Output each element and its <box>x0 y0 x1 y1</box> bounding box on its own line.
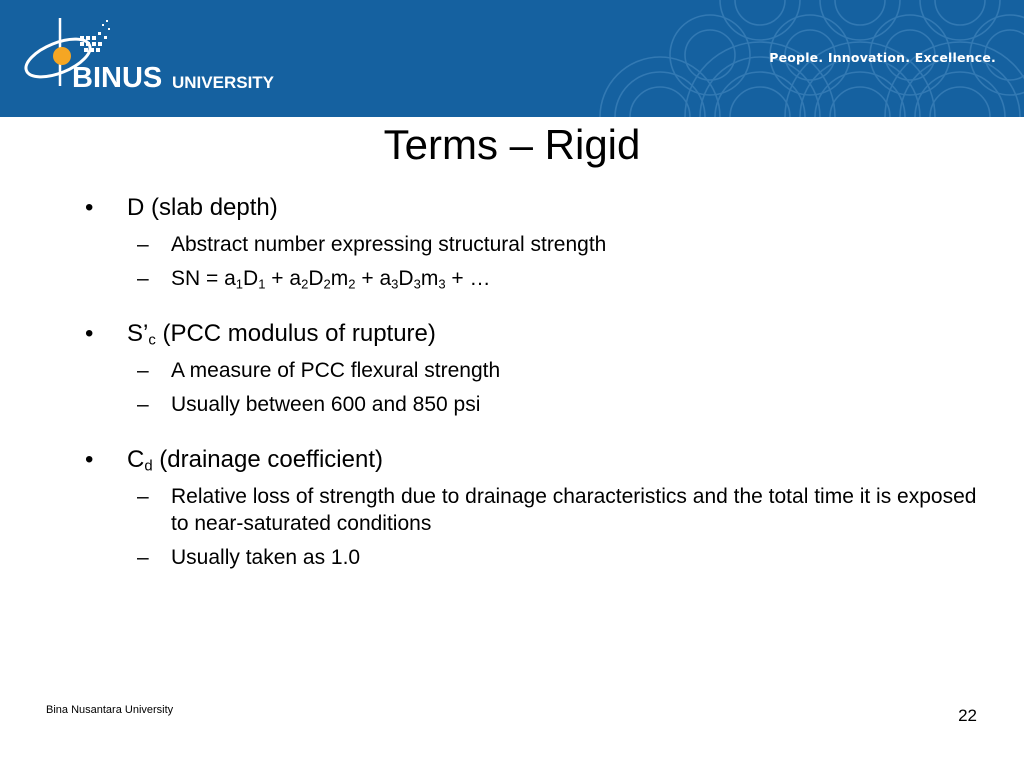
bullet-label: D (slab depth) <box>127 194 278 221</box>
bullet-marker: • <box>85 446 94 473</box>
sub-bullet <box>85 483 985 537</box>
dash-marker: – <box>137 393 149 416</box>
sub-bullet <box>85 544 985 571</box>
slide-body <box>85 192 985 571</box>
bullet-modulus-of-rupture <box>85 318 985 350</box>
dash-marker: – <box>137 485 149 508</box>
bullet-slab-depth <box>85 192 985 224</box>
bullet-marker: • <box>85 320 94 347</box>
footer-institution: Bina Nusantara University <box>46 704 174 716</box>
sub-bullet-text: Usually taken as 1.0 <box>171 546 361 569</box>
sub-bullet-text: Usually between 600 and 850 psi <box>171 393 481 416</box>
logo-wordmark: BINUS <box>72 62 163 94</box>
logo-university-text: UNIVERSITY <box>172 73 275 92</box>
structural-number-formula: SN = $a_1D_1 + a_2D_2m_2 + a_3D_3m_3$ + … <box>171 267 491 292</box>
sub-bullet-text: Relative loss of strength due to drainage characteristics and the total time it is exposed to near-saturated conditions <box>171 485 977 535</box>
dash-marker: – <box>137 233 149 256</box>
slide-title: Terms – Rigid <box>383 121 641 168</box>
sub-bullet-formula <box>85 265 985 292</box>
bullet-label: $C_d$ (drainage coefficient) <box>127 446 383 475</box>
dash-marker: – <box>137 267 149 290</box>
tagline: People. Innovation. Excellence. <box>769 50 996 65</box>
sub-bullet <box>85 357 985 384</box>
sub-bullet-text: Abstract number expressing structural strength <box>171 233 607 256</box>
binus-logo <box>18 14 308 104</box>
sub-bullet-text: A measure of PCC flexural strength <box>171 359 501 382</box>
bullet-marker: • <box>85 194 94 221</box>
sub-bullet <box>85 391 985 418</box>
dash-marker: – <box>137 359 149 382</box>
bullet-label: $S’_c$ (PCC modulus of rupture) <box>127 320 436 349</box>
dash-marker: – <box>137 546 149 569</box>
sub-bullet <box>85 231 985 258</box>
page-number: 22 <box>958 706 977 725</box>
bullet-drainage-coefficient <box>85 444 985 476</box>
header-banner <box>0 0 1024 117</box>
